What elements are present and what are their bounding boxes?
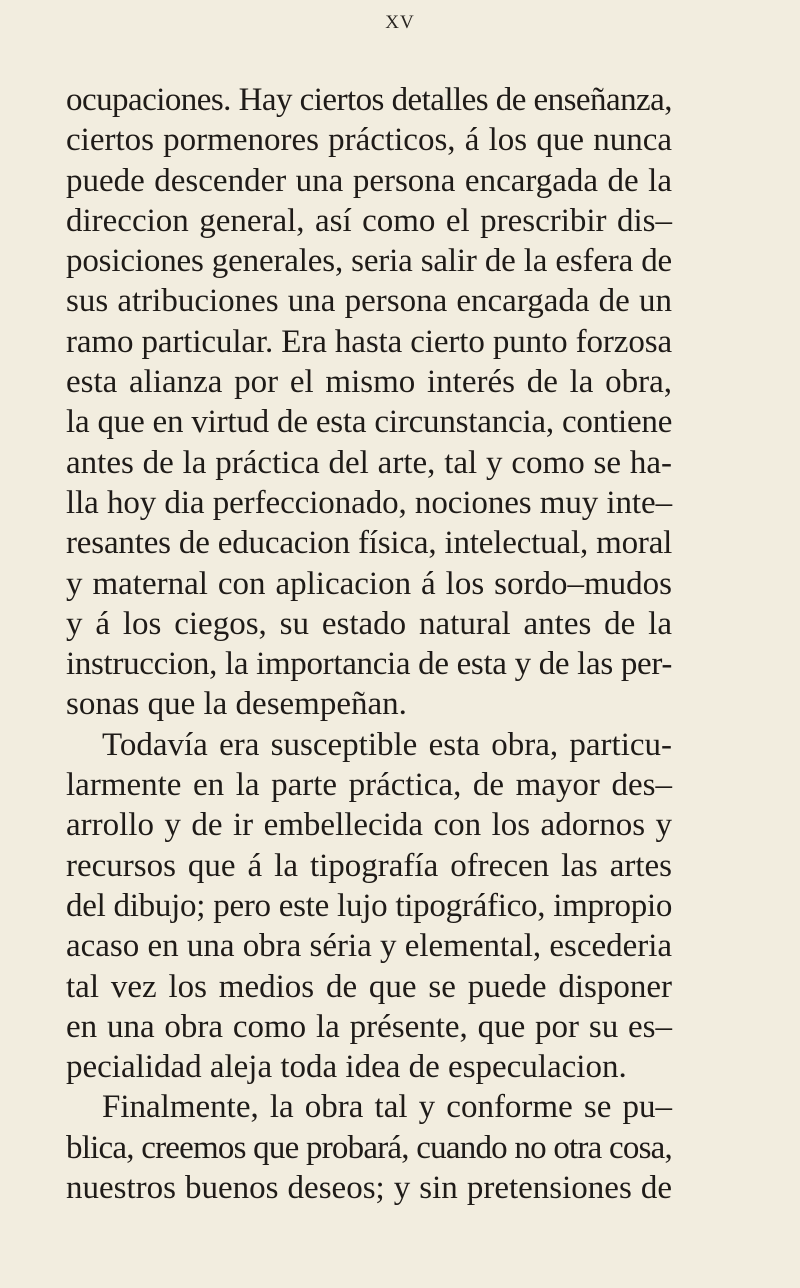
text-line: Finalmente, la obra tal y conforme se pu– [102,1089,672,1126]
text-line: esta alianza por el mismo interés de la obra, [66,364,672,401]
text-line: instruccion, la importancia de esta y de las per- [66,646,672,683]
text-line: direccion general, así como el prescribir dis– [66,202,672,239]
text-line: pecialidad aleja toda idea de especulacion. [66,1049,627,1086]
page-number: XV [385,12,415,33]
text-line: del dibujo; pero este lujo tipográfico, impropio [66,887,673,924]
text-line: acaso en una obra séria y elemental, escederia [66,928,673,965]
text-line: ramo particular. Era hasta cierto punto forzosa [66,323,672,360]
body-text [66,80,672,1208]
text-line: Todavía era susceptible esta obra, particu- [102,726,672,763]
text-line: antes de la práctica del arte, tal y como se ha- [66,444,672,481]
text-line: puede descender una persona encargada de la [66,162,672,199]
text-line: arrollo y de ir embellecida con los adornos y [66,807,672,844]
text-line: lla hoy dia perfeccionado, nociones muy inte– [66,484,672,521]
text-line: sus atribuciones una persona encargada de un [66,283,672,320]
text-line: resantes de educacion física, intelectual, moral [66,525,673,562]
text-line: sonas que la desempeñan. [66,686,407,723]
text-line: la que en virtud de esta circunstancia, contiene [66,404,673,441]
text-line: larmente en la parte práctica, de mayor des– [66,767,672,804]
text-line: y maternal con aplicacion á los sordo–mudos [66,565,672,602]
text-line: tal vez los medios de que se puede disponer [66,968,672,1005]
text-line: y á los ciegos, su estado natural antes de la [66,605,672,642]
text-line: en una obra como la présente, que por su es– [66,1008,672,1045]
text-line: posiciones generales, seria salir de la esfera de [66,243,673,280]
text-line: ocupaciones. Hay ciertos detalles de enseñanza, [66,82,672,118]
text-line: nuestros buenos deseos; y sin pretensiones de [66,1170,672,1207]
text-line: recursos que á la tipografía ofrecen las artes [66,847,672,884]
text-line: blica, creemos que probará, cuando no otra cosa, [66,1129,672,1166]
text-line: ciertos pormenores prácticos, á los que nunca [66,122,672,159]
